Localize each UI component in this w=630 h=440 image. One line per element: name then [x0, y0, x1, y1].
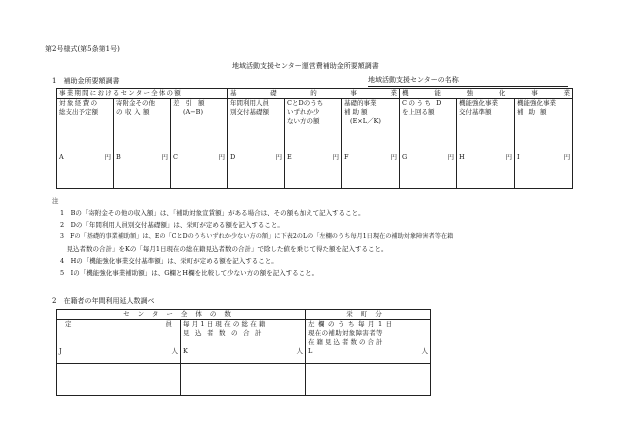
- column-k-label-0: 毎月1日現在の総在籍: [183, 320, 268, 328]
- value-cell-k[interactable]: [181, 364, 306, 396]
- column-g-code: G: [402, 153, 408, 161]
- g2-char-2: 的: [310, 89, 317, 97]
- column-b-label-1: の収入額: [116, 108, 152, 116]
- g2-char-4: 業: [390, 89, 398, 97]
- group-header-sakae-town: [306, 310, 431, 320]
- column-b-unit: 円: [161, 153, 168, 161]
- column-i-label-0: 機能強化事業: [517, 99, 557, 107]
- column-e-code: E: [287, 153, 292, 161]
- column-l-unit: 人: [421, 347, 428, 355]
- column-l-label-0: 左欄のうち毎月1日: [308, 320, 396, 328]
- g2-char-1: 礎: [270, 89, 277, 97]
- note-4: 4 Hの「機能強化事業交付基準額」は、栄町が定める額を記入すること。: [60, 257, 278, 265]
- g3-char-4: 事: [531, 89, 538, 97]
- column-f-code: F: [344, 153, 349, 161]
- group-header-center-count: [57, 310, 306, 320]
- column-e-label-0: CとDのうち: [287, 99, 324, 107]
- column-k-label-1: 見込者数の合計: [183, 329, 267, 337]
- column-f-label-1: 補助額: [344, 108, 370, 116]
- group-header-center-total: [57, 89, 228, 99]
- column-e: [285, 99, 342, 189]
- note-3-cont: 見込者数の合計」をKの「毎月1日現在の総在籍見込者数の合計」で除した値を乗じて得た額を記入すること。: [60, 245, 388, 253]
- group-header-sakae-town-text: 栄町分: [346, 310, 390, 318]
- column-d-code: D: [230, 153, 236, 161]
- column-j-code: J: [59, 347, 62, 355]
- column-g-unit: 円: [447, 153, 455, 161]
- g3-char-1: 能: [434, 89, 441, 97]
- column-b-label-0: 寄附金その他: [116, 99, 155, 107]
- group-header-function-enhancement: [400, 89, 573, 99]
- group-header-center-count-text: センター全体の数: [123, 310, 239, 318]
- g3-char-2: 強: [466, 89, 474, 97]
- g2-char-0: 基: [230, 89, 237, 97]
- column-h-unit: 円: [505, 153, 513, 161]
- column-k: [181, 320, 306, 364]
- column-j-unit: 人: [171, 347, 178, 355]
- column-k-unit: 人: [296, 347, 303, 355]
- column-c: [171, 99, 228, 189]
- column-g-label-1: を上回る額: [402, 108, 435, 116]
- column-e-label-1: いずれか少: [287, 108, 320, 116]
- subsidy-table: [56, 88, 573, 189]
- section2-heading: 2 在籍者の年間利用延人数調べ: [52, 297, 155, 305]
- column-f-unit: 円: [390, 153, 398, 161]
- column-l-code: L: [308, 347, 313, 355]
- column-e-unit: 円: [332, 153, 340, 161]
- column-a: [57, 99, 114, 189]
- note-5: 5 Iの「機能強化事業補助額」は、G欄とH欄を比較して少ない方の額を記入すること。: [60, 269, 319, 277]
- form-number: 第2号様式(第5条第1号): [45, 45, 120, 53]
- column-d-label-1: 別交付基礎額: [230, 108, 270, 116]
- g3-char-0: 機: [402, 89, 409, 97]
- column-j-label-1: 員: [165, 320, 172, 328]
- column-h-label-0: 機能強化事業: [459, 99, 499, 107]
- column-j: [57, 320, 181, 364]
- column-a-label-0: 対象経費の: [59, 99, 99, 107]
- column-f: [342, 99, 400, 189]
- center-name-label-text: 地域活動支援センターの名称: [368, 76, 459, 84]
- column-b-code: B: [116, 153, 121, 161]
- column-c-code: C: [173, 153, 178, 161]
- column-d: [228, 99, 285, 189]
- column-a-unit: 円: [104, 153, 111, 161]
- column-h-label-1: 交付基準額: [459, 108, 492, 116]
- column-i-unit: 円: [563, 153, 571, 161]
- column-c-label-1: (A−B): [183, 108, 203, 116]
- note-1: 1 Bの「寄附金その他の収入額」は、「補助対象宣賃額」がある場合は、その額も加えて記入すること。: [60, 209, 365, 217]
- group-header-center-total-text: 事業期間におけるセンター全体の額: [59, 89, 182, 97]
- g3-char-3: 化: [498, 89, 506, 97]
- column-j-label-0: 定: [65, 320, 72, 328]
- column-c-unit: 円: [218, 153, 226, 161]
- note-2: 2 Dの「年間利用人員別交付基礎額」は、栄町が定める額を記入すること。: [60, 221, 284, 229]
- column-k-code: K: [183, 347, 188, 355]
- column-c-label-0: 差引額: [173, 99, 211, 107]
- value-cell-j[interactable]: [57, 364, 181, 396]
- column-f-label-0: 基礎的事業: [344, 99, 377, 107]
- column-l-label-1: 現在の補助対象障害者等: [308, 329, 383, 337]
- column-e-label-2: ない方の額: [287, 117, 320, 125]
- column-a-label-1: 総支出予定額: [59, 108, 98, 116]
- column-a-code: A: [59, 153, 64, 161]
- column-d-unit: 円: [275, 153, 283, 161]
- value-cell-l[interactable]: [306, 364, 431, 396]
- column-g-label-0: Cのうち D: [402, 99, 443, 107]
- center-name-label: [368, 76, 568, 87]
- enrollment-table: [56, 309, 431, 396]
- column-h: [457, 99, 515, 189]
- column-d-label-0: 年間利用人員: [230, 99, 270, 107]
- column-l: [306, 320, 431, 364]
- column-i: [515, 99, 573, 189]
- column-b: [114, 99, 171, 189]
- group-header-basic-business: [228, 89, 400, 99]
- note-3: 3 Fの「基礎的事業補助額」は、Eの「CとDのうちいずれか少ない方の額」に下表2のLの「左欄のうち毎月1日現在の補助対象障害者等在籍: [60, 233, 454, 240]
- g3-char-5: 業: [563, 89, 571, 97]
- g2-char-3: 事: [350, 89, 357, 97]
- column-h-code: H: [459, 153, 465, 161]
- document-title: 地域活動支援センター運営費補助金所要額調書: [232, 62, 379, 70]
- column-g: [400, 99, 457, 189]
- column-f-label-2: (E×L／K): [350, 117, 381, 125]
- column-i-code: I: [517, 153, 520, 161]
- column-l-label-2: 在籍見込者数の合計: [308, 338, 385, 346]
- section1-heading: 1 補助金所要額調書: [52, 77, 120, 85]
- notes-heading: 注: [52, 197, 59, 205]
- column-i-label-1: 補助額: [517, 108, 552, 116]
